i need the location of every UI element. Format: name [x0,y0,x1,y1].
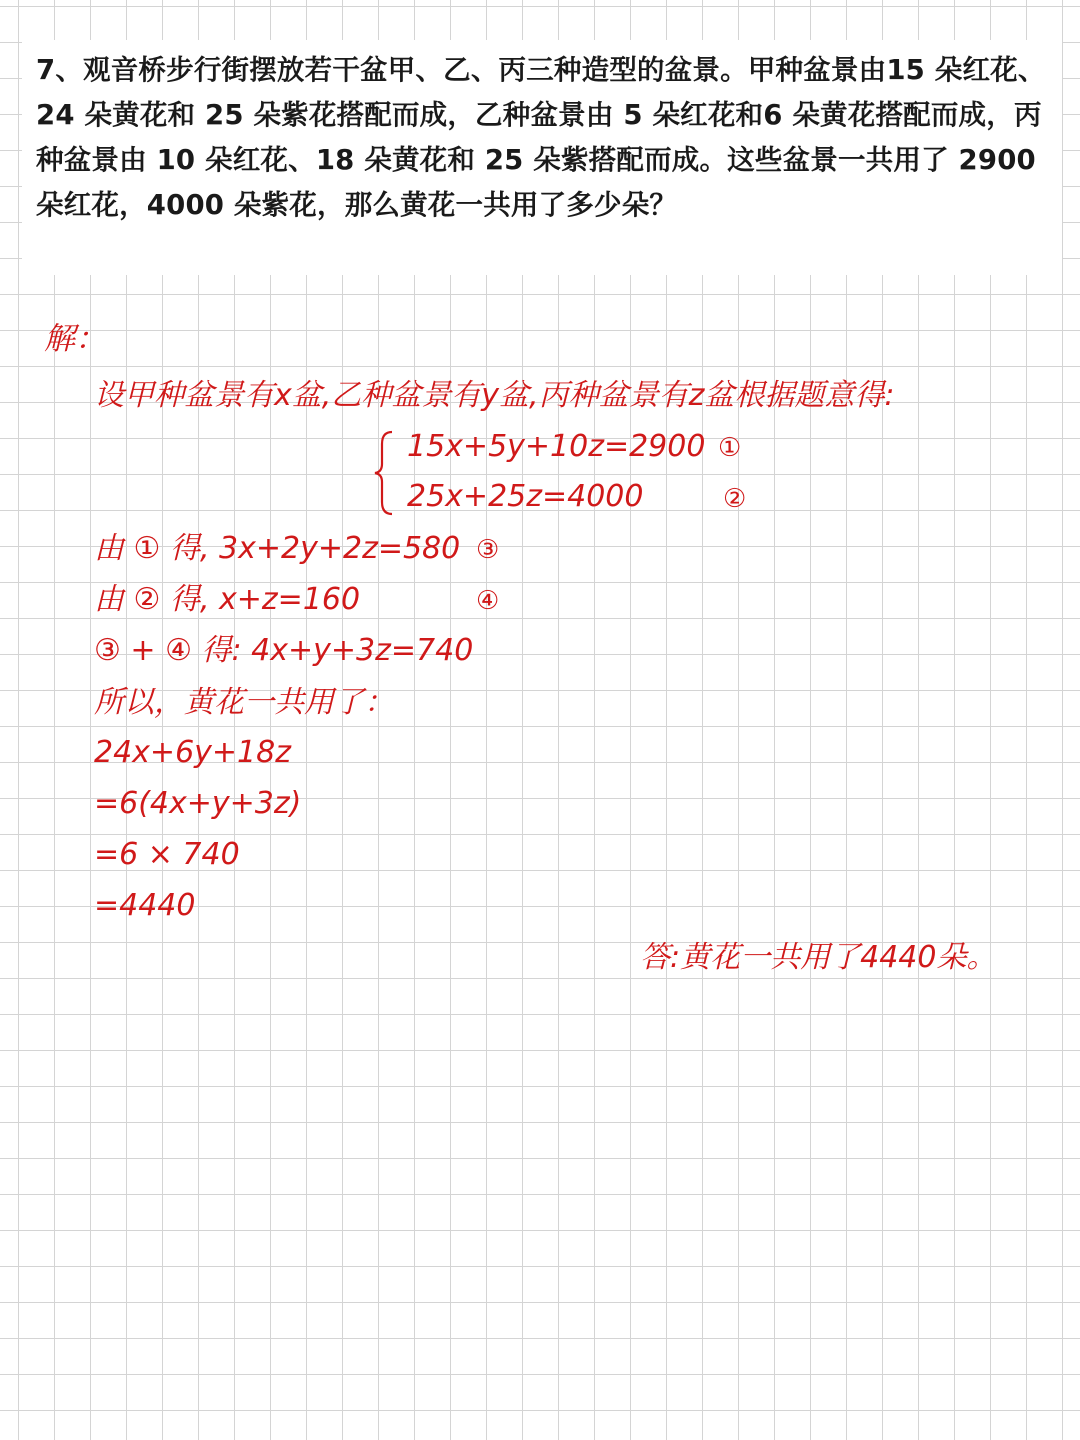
step-3: ③ + ④ 得: 4x+y+3z=740 [94,633,474,668]
step-2: 由 ② 得, x+z=160 [94,582,361,617]
question-card [22,40,1062,275]
equation-2: 25x+25z=4000 [407,479,644,514]
step-1: 由 ① 得, 3x+2y+2z=580 [94,531,461,566]
setup-line: 设甲种盆景有x盆,乙种盆景有y盆,丙种盆景有z盆根据题意得: [94,378,895,413]
marker-1: ① [718,433,742,463]
answer-line: 答:黄花一共用了4440朵。 [640,940,997,975]
conclusion-line: 所以，黄花一共用了： [94,685,394,720]
question-text: 7、观音桥步行街摆放若干盆甲、乙、丙三种造型的盆景。甲种盆景由15 朵红花、24 朵黄花和 25 朵紫花搭配而成，乙种盆景由 5 朵红花和6 朵黄花搭配而成，丙种盆景由 10 朵红花、18 朵黄花和 25 朵紫搭配而成。这些盆景一共用了 2900 朵红花，4000 朵紫花，那么黄花一共用了多少朵？ [36,54,1046,221]
marker-2: ② [723,484,747,514]
marker-4: ④ [476,586,500,616]
calc-line: =6 × 740 [94,837,240,872]
marker-3: ③ [476,535,500,565]
calc-line: =6(4x+y+3z) [94,786,302,821]
equation-1: 15x+5y+10z=2900 [407,429,706,464]
system-brace [372,430,396,516]
solution-heading: 解： [44,321,106,357]
calc-line: =4440 [94,888,196,923]
calc-line: 24x+6y+18z [94,735,291,770]
